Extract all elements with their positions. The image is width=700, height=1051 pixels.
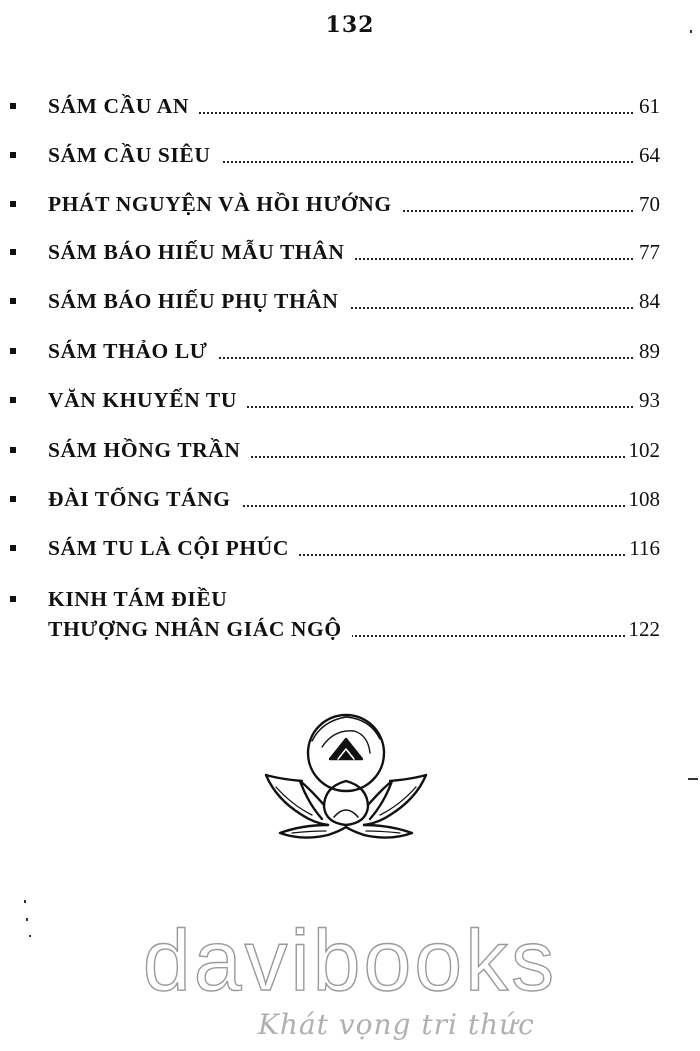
lotus-dharma-wheel-icon xyxy=(262,707,430,845)
entry-title: KINH TÁM ĐIỀU xyxy=(48,584,237,614)
bullet-icon xyxy=(10,596,16,602)
entry-title: SÁM BÁO HIẾU PHỤ THÂN xyxy=(48,286,349,316)
entry-page: 116 xyxy=(625,533,660,563)
scan-speck xyxy=(24,900,26,903)
bullet-icon xyxy=(10,298,16,304)
entry-title: SÁM BÁO HIẾU MẪU THÂN xyxy=(48,237,355,267)
toc-entry xyxy=(10,336,660,366)
scan-mark xyxy=(688,778,698,780)
bullet-icon xyxy=(10,447,16,453)
bullet-icon xyxy=(10,545,16,551)
toc-entry xyxy=(10,140,660,170)
entry-page: 93 xyxy=(635,385,660,415)
bullet-icon xyxy=(10,152,16,158)
entry-title: PHÁT NGUYỆN VÀ HỒI HƯỚNG xyxy=(48,189,402,219)
toc-entry xyxy=(10,91,660,121)
toc-entry xyxy=(10,385,660,415)
entry-page: 102 xyxy=(625,435,661,465)
toc-entry xyxy=(10,189,660,219)
entry-title: SÁM CẦU AN xyxy=(48,91,199,121)
entry-page: 70 xyxy=(635,189,660,219)
toc-entry xyxy=(10,237,660,267)
entry-title: VĂN KHUYẾN TU xyxy=(48,385,247,415)
entry-page: 61 xyxy=(635,91,660,121)
entry-title: ĐÀI TỐNG TÁNG xyxy=(48,484,241,514)
watermark-brand: davibooks xyxy=(142,913,558,1009)
entry-page: 108 xyxy=(625,484,661,514)
toc-entry xyxy=(10,435,660,465)
scan-speck xyxy=(26,918,28,921)
scan-speck xyxy=(29,935,31,937)
entry-page: 64 xyxy=(635,140,660,170)
entry-title-line2: THƯỢNG NHÂN GIÁC NGỘ xyxy=(48,614,352,644)
watermark-tagline: Khát vọng tri thức xyxy=(258,1008,535,1041)
entry-title: SÁM HỒNG TRẦN xyxy=(48,435,251,465)
entry-title: SÁM TU LÀ CỘI PHÚC xyxy=(48,533,299,563)
entry-title: SÁM THẢO LƯ xyxy=(48,336,218,366)
page-number: 132 xyxy=(325,12,375,38)
toc-entry xyxy=(10,533,660,563)
entry-title: SÁM CẦU SIÊU xyxy=(48,140,221,170)
entry-page: 84 xyxy=(635,286,660,316)
toc-entry xyxy=(10,584,660,644)
bullet-icon xyxy=(10,397,16,403)
toc-entry xyxy=(10,286,660,316)
entry-page: 122 xyxy=(625,614,661,644)
toc-entry xyxy=(10,484,660,514)
bullet-icon xyxy=(10,103,16,109)
entry-page: 89 xyxy=(635,336,660,366)
bullet-icon xyxy=(10,249,16,255)
entry-page: 77 xyxy=(635,237,660,267)
bullet-icon xyxy=(10,496,16,502)
scan-speck xyxy=(690,30,692,33)
bullet-icon xyxy=(10,348,16,354)
bullet-icon xyxy=(10,201,16,207)
